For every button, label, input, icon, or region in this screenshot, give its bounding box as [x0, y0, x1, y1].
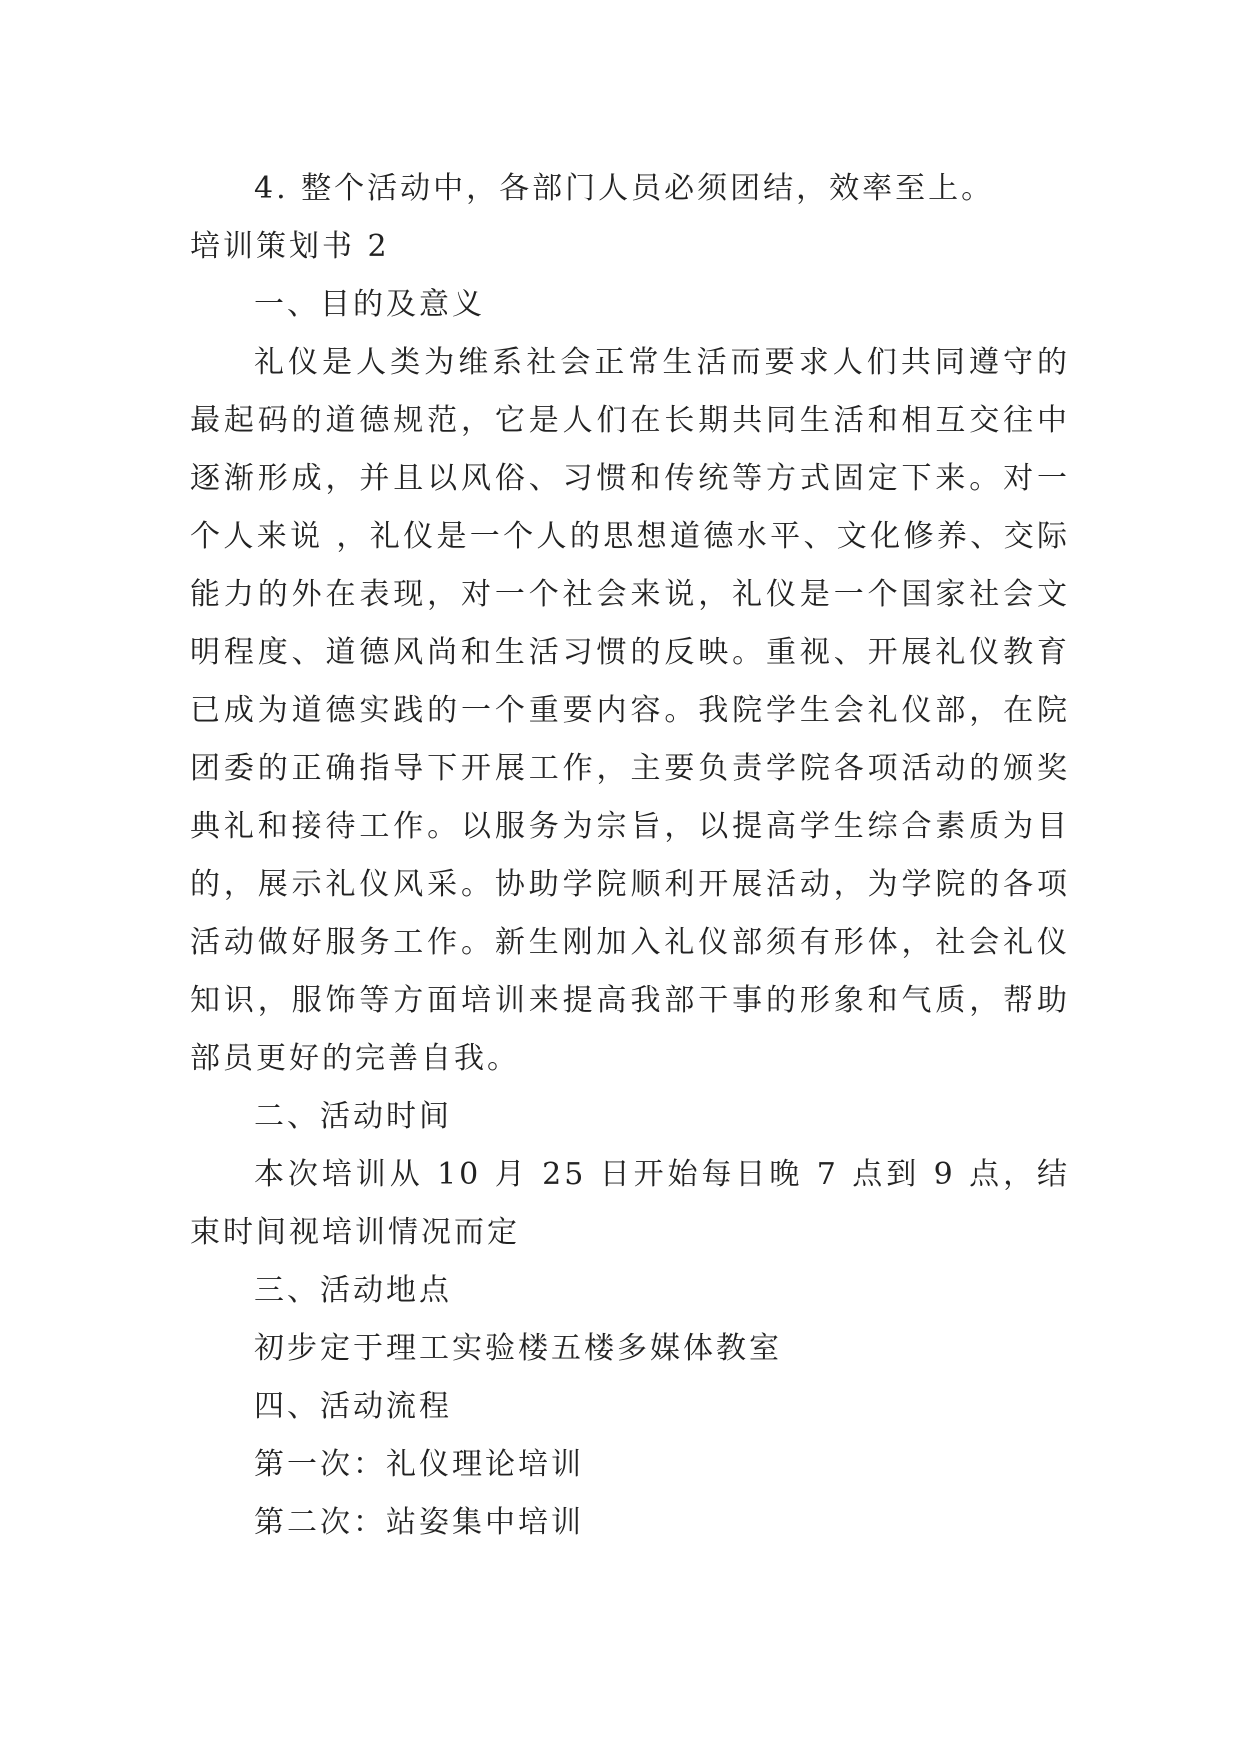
process-step-2: 第二次：站姿集中培训 [254, 1505, 584, 1540]
process-step-1: 第一次：礼仪理论培训 [254, 1447, 584, 1482]
document-body [190, 160, 1070, 1552]
section-heading-time: 二、活动时间 [254, 1099, 452, 1134]
section-body-location: 初步定于理工实验楼五楼多媒体教室 [254, 1331, 782, 1366]
document-title: 培训策划书 2 [190, 229, 390, 264]
section-body-purpose: 礼仪是人类为维系社会正常生活而要求人们共同遵守的最起码的道德规范，它是人们在长期共同生活和相互交往中逐渐形成，并且以风俗、习惯和传统等方式固定下来。对一个人来说 ，礼仪是一个人的思想道德水平、文化修养、交际能力的外在表现，对一个社会来说，礼仪是一个国家社会文明程度、道德风尚和生活习惯的反映。重视、开展礼仪教育已成为道德实践的一个重要内容。我院学生会礼仪部，在院团委的正确指导下开展工作，主要负责学院各项活动的颁奖典礼和接待工作。以服务为宗旨，以提高学生综合素质为目的，展示礼仪风采。协助学院顺利开展活动，为学院的各项活动做好服务工作。新生刚加入礼仪部须有形体，社会礼仪知识，服饰等方面培训来提高我部干事的形象和气质，帮助部员更好的完善自我。 [190, 345, 1070, 1076]
section-heading-process: 四、活动流程 [254, 1389, 452, 1424]
previous-list-item: 4. 整个活动中，各部门人员必须团结，效率至上。 [254, 171, 995, 206]
section-heading-purpose: 一、目的及意义 [254, 287, 485, 322]
section-body-time: 本次培训从 10 月 25 日开始每日晚 7 点到 9 点，结束时间视培训情况而定 [190, 1157, 1070, 1250]
section-heading-location: 三、活动地点 [254, 1273, 452, 1308]
